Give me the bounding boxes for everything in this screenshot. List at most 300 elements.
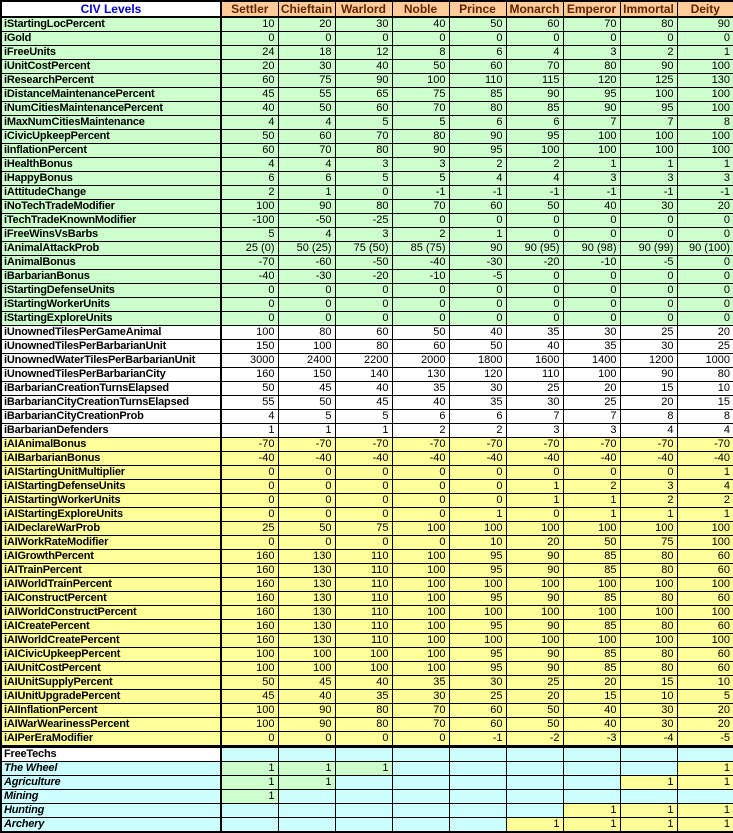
- value-cell: 95: [449, 550, 506, 564]
- value-cell: 100: [677, 130, 733, 144]
- value-cell: 0: [335, 284, 392, 298]
- value-cell: 100: [221, 648, 278, 662]
- value-cell: 110: [335, 592, 392, 606]
- value-cell: 10: [449, 536, 506, 550]
- value-cell: 5: [335, 172, 392, 186]
- table-row: [1, 312, 733, 326]
- value-cell: 40: [392, 17, 449, 32]
- value-cell: 90 (95): [506, 242, 563, 256]
- value-cell: 100: [563, 522, 620, 536]
- value-cell: 25: [449, 690, 506, 704]
- value-cell: 50: [563, 536, 620, 550]
- value-cell: 95: [449, 144, 506, 158]
- value-cell: 1800: [449, 354, 506, 368]
- value-cell: 0: [506, 228, 563, 242]
- value-cell: [335, 818, 392, 833]
- table-row: [1, 438, 733, 452]
- value-cell: 20: [506, 690, 563, 704]
- value-cell: [620, 762, 677, 776]
- value-cell: 0: [221, 284, 278, 298]
- value-cell: [677, 747, 733, 762]
- table-row: [1, 762, 733, 776]
- value-cell: 60: [677, 620, 733, 634]
- value-cell: 0: [620, 270, 677, 284]
- value-cell: 100: [677, 60, 733, 74]
- value-cell: 15: [620, 382, 677, 396]
- value-cell: 20: [677, 326, 733, 340]
- value-cell: [221, 747, 278, 762]
- value-cell: 100: [392, 662, 449, 676]
- value-cell: 0: [563, 214, 620, 228]
- value-cell: 100: [677, 634, 733, 648]
- value-cell: [563, 747, 620, 762]
- row-label: iUnownedTilesPerBarbarianUnit: [1, 340, 221, 354]
- value-cell: 100: [221, 326, 278, 340]
- value-cell: 3: [563, 172, 620, 186]
- value-cell: 130: [278, 606, 335, 620]
- row-label: iCivicUpkeepPercent: [1, 130, 221, 144]
- value-cell: 4: [221, 116, 278, 130]
- value-cell: 100: [392, 578, 449, 592]
- value-cell: 8: [677, 116, 733, 130]
- value-cell: 60: [392, 340, 449, 354]
- value-cell: 35: [335, 690, 392, 704]
- value-cell: 0: [620, 466, 677, 480]
- value-cell: 7: [563, 410, 620, 424]
- value-cell: 20: [278, 17, 335, 32]
- value-cell: 40: [506, 340, 563, 354]
- value-cell: 5: [677, 690, 733, 704]
- value-cell: 20: [563, 382, 620, 396]
- row-label: iAIStartingWorkerUnits: [1, 494, 221, 508]
- table-row: [1, 242, 733, 256]
- row-label: iMaxNumCitiesMaintenance: [1, 116, 221, 130]
- value-cell: 1: [335, 762, 392, 776]
- value-cell: 1: [563, 508, 620, 522]
- value-cell: 95: [506, 130, 563, 144]
- value-cell: 0: [677, 228, 733, 242]
- value-cell: 20: [677, 704, 733, 718]
- value-cell: 0: [677, 256, 733, 270]
- row-label: iAIWarWearinessPercent: [1, 718, 221, 732]
- value-cell: 80: [563, 60, 620, 74]
- value-cell: -1: [392, 186, 449, 200]
- value-cell: 1: [563, 804, 620, 818]
- column-header-emperor: Emperor: [563, 1, 620, 17]
- value-cell: 160: [221, 606, 278, 620]
- value-cell: -40: [278, 452, 335, 466]
- value-cell: 40: [335, 60, 392, 74]
- value-cell: 100: [392, 620, 449, 634]
- value-cell: 5: [392, 172, 449, 186]
- value-cell: 0: [506, 270, 563, 284]
- value-cell: 90: [506, 592, 563, 606]
- table-row: [1, 256, 733, 270]
- value-cell: 0: [278, 732, 335, 747]
- value-cell: [506, 804, 563, 818]
- value-cell: 110: [335, 578, 392, 592]
- value-cell: 100: [506, 144, 563, 158]
- value-cell: 110: [335, 606, 392, 620]
- value-cell: 0: [449, 480, 506, 494]
- value-cell: 1: [620, 508, 677, 522]
- value-cell: [449, 762, 506, 776]
- value-cell: 0: [221, 508, 278, 522]
- value-cell: 100: [563, 144, 620, 158]
- value-cell: 1: [506, 480, 563, 494]
- table-row: [1, 88, 733, 102]
- value-cell: -10: [392, 270, 449, 284]
- column-header-noble: Noble: [392, 1, 449, 17]
- value-cell: 20: [620, 396, 677, 410]
- value-cell: 60: [449, 704, 506, 718]
- value-cell: 100: [677, 102, 733, 116]
- header-row: [1, 1, 733, 17]
- value-cell: 0: [506, 466, 563, 480]
- column-header-prince: Prince: [449, 1, 506, 17]
- value-cell: 3: [563, 46, 620, 60]
- value-cell: 85: [563, 564, 620, 578]
- row-label: iAIUnitCostPercent: [1, 662, 221, 676]
- value-cell: -30: [449, 256, 506, 270]
- value-cell: 55: [278, 88, 335, 102]
- value-cell: [278, 818, 335, 833]
- table-row: [1, 228, 733, 242]
- value-cell: 0: [677, 298, 733, 312]
- value-cell: 30: [620, 704, 677, 718]
- value-cell: 80: [677, 368, 733, 382]
- row-label: iStartingExploreUnits: [1, 312, 221, 326]
- value-cell: 30: [392, 690, 449, 704]
- value-cell: 0: [620, 228, 677, 242]
- row-label: iStartingLocPercent: [1, 17, 221, 32]
- value-cell: 0: [335, 732, 392, 747]
- value-cell: 50: [506, 718, 563, 732]
- value-cell: 0: [563, 284, 620, 298]
- value-cell: 100: [677, 536, 733, 550]
- value-cell: 1: [620, 776, 677, 790]
- value-cell: [335, 747, 392, 762]
- value-cell: 115: [506, 74, 563, 88]
- row-label: iAICreatePercent: [1, 620, 221, 634]
- value-cell: -5: [620, 256, 677, 270]
- value-cell: 8: [677, 410, 733, 424]
- value-cell: 5: [278, 410, 335, 424]
- value-cell: 0: [335, 466, 392, 480]
- value-cell: 90 (99): [620, 242, 677, 256]
- value-cell: 100: [620, 634, 677, 648]
- value-cell: 1: [449, 228, 506, 242]
- table-row: [1, 790, 733, 804]
- row-label: iResearchPercent: [1, 74, 221, 88]
- row-label: The Wheel: [1, 762, 221, 776]
- row-label: iFreeUnits: [1, 46, 221, 60]
- value-cell: 0: [335, 32, 392, 46]
- value-cell: 40: [278, 690, 335, 704]
- value-cell: 1: [620, 158, 677, 172]
- value-cell: 60: [677, 648, 733, 662]
- value-cell: 40: [335, 676, 392, 690]
- value-cell: 110: [335, 620, 392, 634]
- row-label: iAttitudeChange: [1, 186, 221, 200]
- value-cell: 5: [335, 116, 392, 130]
- value-cell: 100: [506, 634, 563, 648]
- value-cell: 0: [506, 298, 563, 312]
- value-cell: 0: [392, 480, 449, 494]
- value-cell: 6: [221, 172, 278, 186]
- value-cell: 75: [335, 522, 392, 536]
- value-cell: -20: [506, 256, 563, 270]
- table-row: [1, 592, 733, 606]
- value-cell: 60: [677, 662, 733, 676]
- value-cell: 80: [620, 17, 677, 32]
- value-cell: 6: [506, 116, 563, 130]
- value-cell: 20: [677, 718, 733, 732]
- value-cell: 30: [620, 340, 677, 354]
- table-row: [1, 158, 733, 172]
- table-row: [1, 60, 733, 74]
- row-label: iAICivicUpkeepPercent: [1, 648, 221, 662]
- value-cell: 4: [506, 46, 563, 60]
- value-cell: -70: [563, 438, 620, 452]
- value-cell: 1: [677, 46, 733, 60]
- value-cell: -4: [620, 732, 677, 747]
- value-cell: 2: [449, 158, 506, 172]
- value-cell: 45: [278, 382, 335, 396]
- value-cell: 4: [506, 172, 563, 186]
- value-cell: 50: [392, 60, 449, 74]
- value-cell: 0: [620, 284, 677, 298]
- value-cell: 90: [677, 17, 733, 32]
- value-cell: 20: [221, 60, 278, 74]
- value-cell: 80: [335, 200, 392, 214]
- value-cell: 150: [221, 340, 278, 354]
- table-row: [1, 480, 733, 494]
- value-cell: [620, 790, 677, 804]
- value-cell: 0: [278, 312, 335, 326]
- value-cell: 0: [677, 32, 733, 46]
- value-cell: 30: [620, 200, 677, 214]
- value-cell: 25: [620, 326, 677, 340]
- value-cell: 100: [449, 606, 506, 620]
- value-cell: 1: [563, 494, 620, 508]
- value-cell: -70: [335, 438, 392, 452]
- value-cell: 0: [677, 214, 733, 228]
- value-cell: 0: [335, 536, 392, 550]
- value-cell: [449, 747, 506, 762]
- value-cell: 110: [449, 74, 506, 88]
- value-cell: 95: [449, 648, 506, 662]
- value-cell: 80: [335, 704, 392, 718]
- value-cell: 6: [449, 410, 506, 424]
- value-cell: -40: [620, 452, 677, 466]
- value-cell: 1: [278, 424, 335, 438]
- value-cell: 0: [620, 312, 677, 326]
- value-cell: 100: [278, 340, 335, 354]
- row-label: iBarbarianCityCreationTurnsElapsed: [1, 396, 221, 410]
- value-cell: 90: [335, 74, 392, 88]
- value-cell: 0: [506, 214, 563, 228]
- value-cell: 100: [221, 662, 278, 676]
- value-cell: 0: [449, 494, 506, 508]
- column-header-chieftain: Chieftain: [278, 1, 335, 17]
- value-cell: 1: [221, 762, 278, 776]
- value-cell: 7: [563, 116, 620, 130]
- value-cell: 0: [392, 466, 449, 480]
- value-cell: 10: [677, 676, 733, 690]
- value-cell: 0: [392, 298, 449, 312]
- value-cell: 90: [563, 102, 620, 116]
- value-cell: 100: [392, 648, 449, 662]
- value-cell: 130: [392, 368, 449, 382]
- table-row: [1, 634, 733, 648]
- row-label: iAIWorkRateModifier: [1, 536, 221, 550]
- value-cell: 0: [449, 284, 506, 298]
- value-cell: 90: [449, 242, 506, 256]
- row-label: FreeTechs: [1, 747, 221, 762]
- value-cell: [506, 776, 563, 790]
- value-cell: 0: [449, 32, 506, 46]
- row-label: iAIInflationPercent: [1, 704, 221, 718]
- value-cell: 1: [278, 776, 335, 790]
- value-cell: 7: [620, 116, 677, 130]
- table-row: [1, 747, 733, 762]
- value-cell: 4: [221, 410, 278, 424]
- value-cell: 50: [506, 200, 563, 214]
- value-cell: -3: [563, 732, 620, 747]
- value-cell: 50: [449, 17, 506, 32]
- value-cell: 80: [392, 130, 449, 144]
- value-cell: 0: [392, 732, 449, 747]
- value-cell: 50: [449, 340, 506, 354]
- value-cell: [221, 818, 278, 833]
- value-cell: 85: [563, 662, 620, 676]
- value-cell: 20: [506, 536, 563, 550]
- value-cell: 100: [335, 662, 392, 676]
- table-row: [1, 606, 733, 620]
- value-cell: 0: [221, 466, 278, 480]
- value-cell: 160: [221, 368, 278, 382]
- value-cell: 0: [392, 214, 449, 228]
- value-cell: 0: [563, 228, 620, 242]
- value-cell: 0: [449, 466, 506, 480]
- value-cell: 125: [620, 74, 677, 88]
- value-cell: 40: [449, 326, 506, 340]
- row-label: iUnownedTilesPerGameAnimal: [1, 326, 221, 340]
- value-cell: 0: [278, 508, 335, 522]
- value-cell: -70: [278, 438, 335, 452]
- value-cell: 100: [506, 522, 563, 536]
- value-cell: 75: [278, 74, 335, 88]
- row-label: Mining: [1, 790, 221, 804]
- value-cell: 0: [221, 494, 278, 508]
- value-cell: 75: [392, 88, 449, 102]
- table-row: [1, 508, 733, 522]
- value-cell: [392, 747, 449, 762]
- value-cell: 50: [221, 382, 278, 396]
- value-cell: 2400: [278, 354, 335, 368]
- value-cell: 3: [506, 424, 563, 438]
- table-row: [1, 200, 733, 214]
- value-cell: -30: [278, 270, 335, 284]
- value-cell: 0: [221, 480, 278, 494]
- table-row: [1, 186, 733, 200]
- value-cell: 40: [221, 102, 278, 116]
- value-cell: 0: [506, 32, 563, 46]
- row-label: iNoTechTradeModifier: [1, 200, 221, 214]
- value-cell: 0: [278, 494, 335, 508]
- row-label: iAIWorldTrainPercent: [1, 578, 221, 592]
- value-cell: [392, 790, 449, 804]
- table-row: [1, 494, 733, 508]
- value-cell: 130: [677, 74, 733, 88]
- value-cell: -50: [278, 214, 335, 228]
- value-cell: 1000: [677, 354, 733, 368]
- value-cell: 2: [563, 480, 620, 494]
- value-cell: -5: [449, 270, 506, 284]
- value-cell: 160: [221, 620, 278, 634]
- value-cell: 0: [449, 298, 506, 312]
- value-cell: 5: [335, 410, 392, 424]
- value-cell: 100: [620, 88, 677, 102]
- value-cell: 100: [392, 550, 449, 564]
- table-row: [1, 424, 733, 438]
- column-header-warlord: Warlord: [335, 1, 392, 17]
- value-cell: 90: [506, 648, 563, 662]
- value-cell: 0: [335, 508, 392, 522]
- value-cell: 120: [449, 368, 506, 382]
- value-cell: 0: [221, 732, 278, 747]
- value-cell: 0: [278, 480, 335, 494]
- table-row: [1, 368, 733, 382]
- value-cell: [335, 790, 392, 804]
- value-cell: 80: [278, 326, 335, 340]
- value-cell: 30: [278, 60, 335, 74]
- value-cell: [335, 776, 392, 790]
- row-label: iAITrainPercent: [1, 564, 221, 578]
- value-cell: 80: [620, 592, 677, 606]
- value-cell: 120: [563, 74, 620, 88]
- table-row: [1, 578, 733, 592]
- table-row: [1, 144, 733, 158]
- value-cell: [563, 776, 620, 790]
- value-cell: 45: [278, 676, 335, 690]
- value-cell: 100: [278, 648, 335, 662]
- value-cell: [392, 776, 449, 790]
- value-cell: 75: [620, 536, 677, 550]
- value-cell: 60: [449, 60, 506, 74]
- value-cell: 80: [620, 564, 677, 578]
- row-label: iUnownedTilesPerBarbarianCity: [1, 368, 221, 382]
- value-cell: 0: [278, 284, 335, 298]
- value-cell: 10: [677, 382, 733, 396]
- value-cell: 0: [335, 494, 392, 508]
- table-row: [1, 32, 733, 46]
- row-label: iUnownedWaterTilesPerBarbarianUnit: [1, 354, 221, 368]
- table-row: [1, 522, 733, 536]
- value-cell: 80: [449, 102, 506, 116]
- value-cell: 100: [392, 634, 449, 648]
- value-cell: 15: [620, 676, 677, 690]
- value-cell: [506, 747, 563, 762]
- value-cell: 0: [278, 298, 335, 312]
- value-cell: 50: [278, 396, 335, 410]
- value-cell: 100: [221, 718, 278, 732]
- table-row: [1, 270, 733, 284]
- value-cell: 90: [620, 368, 677, 382]
- value-cell: 15: [677, 396, 733, 410]
- value-cell: -60: [278, 256, 335, 270]
